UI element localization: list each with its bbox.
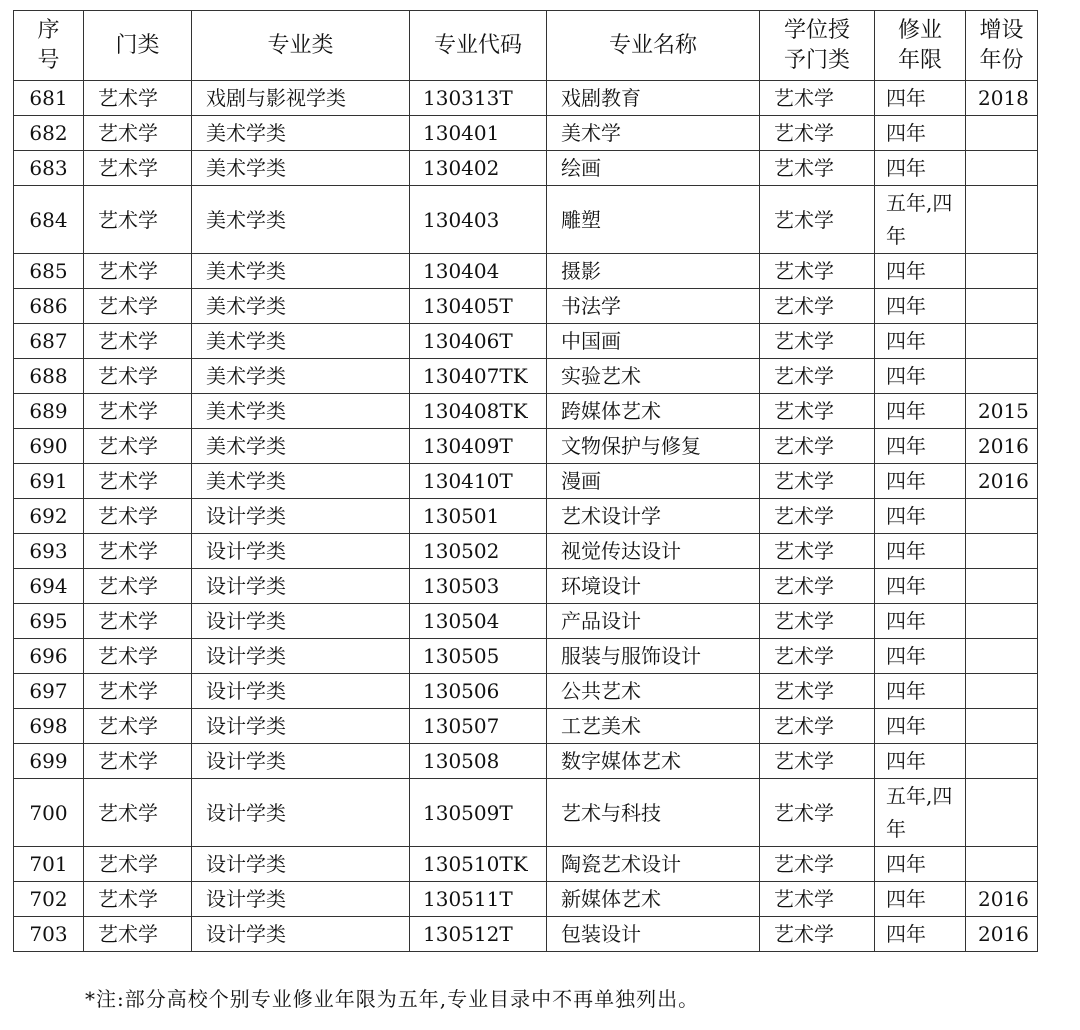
header-study-duration-line1: 修业 bbox=[897, 17, 942, 43]
cell-year-added: 2015 bbox=[966, 394, 1038, 429]
cell-year-added bbox=[966, 674, 1038, 709]
cell-study-duration: 四年 bbox=[875, 289, 966, 324]
cell-year-added: 2016 bbox=[966, 464, 1038, 499]
header-major-class: 专业类 bbox=[192, 11, 410, 81]
cell-major-code: 130313T bbox=[410, 81, 547, 116]
cell-year-added bbox=[966, 359, 1038, 394]
cell-study-duration: 四年 bbox=[875, 499, 966, 534]
cell-major-code: 130504 bbox=[410, 604, 547, 639]
cell-study-duration: 四年 bbox=[875, 464, 966, 499]
cell-major-name: 陶瓷艺术设计 bbox=[547, 847, 760, 882]
cell-major-class: 美术学类 bbox=[192, 151, 410, 186]
cell-degree-category: 艺术学 bbox=[760, 81, 875, 116]
cell-year-added bbox=[966, 779, 1038, 847]
footnote: *注:部分高校个别专业修业年限为五年,专业目录中不再单独列出。 bbox=[85, 987, 700, 1011]
table-row bbox=[14, 744, 1038, 779]
cell-major-code: 130506 bbox=[410, 674, 547, 709]
header-discipline: 门类 bbox=[84, 11, 192, 81]
table-row bbox=[14, 882, 1038, 917]
cell-degree-category: 艺术学 bbox=[760, 569, 875, 604]
cell-study-duration: 四年 bbox=[875, 604, 966, 639]
cell-year-added bbox=[966, 254, 1038, 289]
cell-major-name: 工艺美术 bbox=[547, 709, 760, 744]
cell-major-name: 摄影 bbox=[547, 254, 760, 289]
cell-degree-category: 艺术学 bbox=[760, 639, 875, 674]
cell-major-name: 中国画 bbox=[547, 324, 760, 359]
cell-degree-category: 艺术学 bbox=[760, 186, 875, 254]
cell-major-name: 服装与服饰设计 bbox=[547, 639, 760, 674]
table-row bbox=[14, 847, 1038, 882]
header-serial-number-line2: 号 bbox=[37, 47, 60, 73]
table-header-row bbox=[14, 11, 1038, 81]
cell-discipline: 艺术学 bbox=[84, 917, 192, 952]
cell-discipline: 艺术学 bbox=[84, 534, 192, 569]
cell-major-name: 包装设计 bbox=[547, 917, 760, 952]
cell-degree-category: 艺术学 bbox=[760, 709, 875, 744]
cell-study-duration: 四年 bbox=[875, 847, 966, 882]
header-major-name: 专业名称 bbox=[547, 11, 760, 81]
cell-major-class: 设计学类 bbox=[192, 709, 410, 744]
cell-major-class: 美术学类 bbox=[192, 254, 410, 289]
cell-major-class: 戏剧与影视学类 bbox=[192, 81, 410, 116]
cell-degree-category: 艺术学 bbox=[760, 534, 875, 569]
table-row bbox=[14, 499, 1038, 534]
cell-discipline: 艺术学 bbox=[84, 394, 192, 429]
cell-discipline: 艺术学 bbox=[84, 882, 192, 917]
cell-major-code: 130501 bbox=[410, 499, 547, 534]
cell-major-class: 设计学类 bbox=[192, 917, 410, 952]
cell-study-duration: 四年 bbox=[875, 254, 966, 289]
cell-degree-category: 艺术学 bbox=[760, 359, 875, 394]
cell-major-name: 新媒体艺术 bbox=[547, 882, 760, 917]
cell-major-code: 130409T bbox=[410, 429, 547, 464]
major-catalog-table bbox=[13, 10, 1038, 952]
table-row bbox=[14, 639, 1038, 674]
header-degree-category-line1: 学位授 bbox=[783, 17, 850, 43]
cell-serial-number: 690 bbox=[14, 429, 84, 464]
cell-major-name: 实验艺术 bbox=[547, 359, 760, 394]
table-row bbox=[14, 116, 1038, 151]
table-row bbox=[14, 534, 1038, 569]
cell-discipline: 艺术学 bbox=[84, 429, 192, 464]
cell-serial-number: 693 bbox=[14, 534, 84, 569]
cell-major-code: 130407TK bbox=[410, 359, 547, 394]
cell-major-name: 艺术与科技 bbox=[547, 779, 760, 847]
cell-serial-number: 688 bbox=[14, 359, 84, 394]
cell-major-name: 产品设计 bbox=[547, 604, 760, 639]
cell-major-name: 雕塑 bbox=[547, 186, 760, 254]
cell-discipline: 艺术学 bbox=[84, 569, 192, 604]
cell-serial-number: 700 bbox=[14, 779, 84, 847]
cell-serial-number: 702 bbox=[14, 882, 84, 917]
cell-discipline: 艺术学 bbox=[84, 186, 192, 254]
cell-year-added bbox=[966, 604, 1038, 639]
cell-major-class: 设计学类 bbox=[192, 534, 410, 569]
cell-serial-number: 686 bbox=[14, 289, 84, 324]
cell-major-class: 美术学类 bbox=[192, 116, 410, 151]
header-year-added bbox=[966, 11, 1038, 81]
cell-major-class: 设计学类 bbox=[192, 604, 410, 639]
cell-major-name: 美术学 bbox=[547, 116, 760, 151]
cell-year-added bbox=[966, 499, 1038, 534]
cell-study-duration: 五年,四年 bbox=[875, 186, 966, 254]
cell-major-name: 视觉传达设计 bbox=[547, 534, 760, 569]
cell-discipline: 艺术学 bbox=[84, 639, 192, 674]
header-major-code: 专业代码 bbox=[410, 11, 547, 81]
table-row bbox=[14, 709, 1038, 744]
header-serial-number-line1: 序 bbox=[37, 17, 60, 43]
cell-major-name: 环境设计 bbox=[547, 569, 760, 604]
cell-degree-category: 艺术学 bbox=[760, 847, 875, 882]
cell-study-duration: 四年 bbox=[875, 394, 966, 429]
cell-year-added bbox=[966, 534, 1038, 569]
cell-major-code: 130503 bbox=[410, 569, 547, 604]
cell-year-added bbox=[966, 709, 1038, 744]
cell-degree-category: 艺术学 bbox=[760, 779, 875, 847]
cell-major-class: 美术学类 bbox=[192, 359, 410, 394]
cell-degree-category: 艺术学 bbox=[760, 289, 875, 324]
header-degree-category-line2: 予门类 bbox=[783, 47, 850, 73]
table-row bbox=[14, 674, 1038, 709]
cell-discipline: 艺术学 bbox=[84, 116, 192, 151]
header-year-added-line1: 增设 bbox=[979, 17, 1024, 43]
cell-major-code: 130502 bbox=[410, 534, 547, 569]
cell-major-class: 设计学类 bbox=[192, 639, 410, 674]
cell-major-class: 美术学类 bbox=[192, 324, 410, 359]
cell-year-added bbox=[966, 847, 1038, 882]
cell-study-duration: 四年 bbox=[875, 917, 966, 952]
cell-major-code: 130512T bbox=[410, 917, 547, 952]
cell-serial-number: 692 bbox=[14, 499, 84, 534]
cell-degree-category: 艺术学 bbox=[760, 744, 875, 779]
cell-serial-number: 703 bbox=[14, 917, 84, 952]
cell-discipline: 艺术学 bbox=[84, 674, 192, 709]
cell-year-added bbox=[966, 116, 1038, 151]
table-row bbox=[14, 289, 1038, 324]
cell-year-added: 2016 bbox=[966, 429, 1038, 464]
cell-discipline: 艺术学 bbox=[84, 289, 192, 324]
table-row bbox=[14, 254, 1038, 289]
cell-major-class: 设计学类 bbox=[192, 779, 410, 847]
cell-study-duration: 四年 bbox=[875, 639, 966, 674]
cell-serial-number: 696 bbox=[14, 639, 84, 674]
cell-year-added: 2018 bbox=[966, 81, 1038, 116]
cell-serial-number: 687 bbox=[14, 324, 84, 359]
cell-year-added bbox=[966, 151, 1038, 186]
cell-major-name: 艺术设计学 bbox=[547, 499, 760, 534]
header-study-duration-line2: 年限 bbox=[897, 47, 942, 73]
cell-study-duration: 四年 bbox=[875, 744, 966, 779]
cell-discipline: 艺术学 bbox=[84, 847, 192, 882]
header-serial-number bbox=[14, 11, 84, 81]
cell-degree-category: 艺术学 bbox=[760, 604, 875, 639]
cell-major-code: 130509T bbox=[410, 779, 547, 847]
cell-major-code: 130403 bbox=[410, 186, 547, 254]
cell-discipline: 艺术学 bbox=[84, 744, 192, 779]
cell-major-code: 130511T bbox=[410, 882, 547, 917]
header-degree-category bbox=[760, 11, 875, 81]
cell-study-duration: 四年 bbox=[875, 709, 966, 744]
cell-discipline: 艺术学 bbox=[84, 499, 192, 534]
cell-major-code: 130508 bbox=[410, 744, 547, 779]
cell-year-added bbox=[966, 324, 1038, 359]
cell-serial-number: 681 bbox=[14, 81, 84, 116]
cell-degree-category: 艺术学 bbox=[760, 394, 875, 429]
cell-major-class: 美术学类 bbox=[192, 429, 410, 464]
cell-major-class: 设计学类 bbox=[192, 674, 410, 709]
table-row bbox=[14, 917, 1038, 952]
cell-discipline: 艺术学 bbox=[84, 779, 192, 847]
table-row bbox=[14, 569, 1038, 604]
cell-study-duration: 五年,四年 bbox=[875, 779, 966, 847]
cell-serial-number: 699 bbox=[14, 744, 84, 779]
cell-major-code: 130505 bbox=[410, 639, 547, 674]
cell-serial-number: 685 bbox=[14, 254, 84, 289]
cell-study-duration: 四年 bbox=[875, 674, 966, 709]
cell-study-duration: 四年 bbox=[875, 116, 966, 151]
cell-degree-category: 艺术学 bbox=[760, 116, 875, 151]
cell-serial-number: 694 bbox=[14, 569, 84, 604]
cell-major-name: 跨媒体艺术 bbox=[547, 394, 760, 429]
table-row bbox=[14, 464, 1038, 499]
header-year-added-line2: 年份 bbox=[979, 47, 1024, 73]
cell-year-added bbox=[966, 186, 1038, 254]
header-study-duration bbox=[875, 11, 966, 81]
cell-serial-number: 684 bbox=[14, 186, 84, 254]
cell-serial-number: 697 bbox=[14, 674, 84, 709]
cell-major-code: 130404 bbox=[410, 254, 547, 289]
cell-study-duration: 四年 bbox=[875, 151, 966, 186]
cell-year-added bbox=[966, 569, 1038, 604]
cell-discipline: 艺术学 bbox=[84, 709, 192, 744]
cell-year-added: 2016 bbox=[966, 917, 1038, 952]
cell-serial-number: 698 bbox=[14, 709, 84, 744]
table-row bbox=[14, 324, 1038, 359]
cell-major-class: 设计学类 bbox=[192, 744, 410, 779]
cell-discipline: 艺术学 bbox=[84, 151, 192, 186]
table-row bbox=[14, 186, 1038, 254]
table-row bbox=[14, 394, 1038, 429]
cell-major-code: 130401 bbox=[410, 116, 547, 151]
cell-major-code: 130408TK bbox=[410, 394, 547, 429]
cell-major-class: 设计学类 bbox=[192, 499, 410, 534]
cell-year-added bbox=[966, 744, 1038, 779]
cell-discipline: 艺术学 bbox=[84, 324, 192, 359]
cell-discipline: 艺术学 bbox=[84, 359, 192, 394]
table-row bbox=[14, 359, 1038, 394]
cell-study-duration: 四年 bbox=[875, 534, 966, 569]
cell-major-class: 设计学类 bbox=[192, 882, 410, 917]
table-row bbox=[14, 604, 1038, 639]
cell-serial-number: 691 bbox=[14, 464, 84, 499]
cell-major-name: 数字媒体艺术 bbox=[547, 744, 760, 779]
cell-major-class: 设计学类 bbox=[192, 847, 410, 882]
cell-discipline: 艺术学 bbox=[84, 254, 192, 289]
cell-major-code: 130406T bbox=[410, 324, 547, 359]
cell-major-code: 130410T bbox=[410, 464, 547, 499]
table-row bbox=[14, 81, 1038, 116]
table-row bbox=[14, 779, 1038, 847]
cell-major-code: 130405T bbox=[410, 289, 547, 324]
cell-year-added: 2016 bbox=[966, 882, 1038, 917]
cell-major-code: 130402 bbox=[410, 151, 547, 186]
cell-study-duration: 四年 bbox=[875, 882, 966, 917]
cell-discipline: 艺术学 bbox=[84, 604, 192, 639]
cell-major-class: 美术学类 bbox=[192, 464, 410, 499]
cell-major-name: 漫画 bbox=[547, 464, 760, 499]
cell-degree-category: 艺术学 bbox=[760, 464, 875, 499]
cell-serial-number: 689 bbox=[14, 394, 84, 429]
table-row bbox=[14, 151, 1038, 186]
cell-serial-number: 695 bbox=[14, 604, 84, 639]
cell-degree-category: 艺术学 bbox=[760, 499, 875, 534]
cell-major-class: 设计学类 bbox=[192, 569, 410, 604]
cell-degree-category: 艺术学 bbox=[760, 882, 875, 917]
table-row bbox=[14, 429, 1038, 464]
cell-year-added bbox=[966, 639, 1038, 674]
cell-degree-category: 艺术学 bbox=[760, 254, 875, 289]
cell-major-name: 戏剧教育 bbox=[547, 81, 760, 116]
cell-degree-category: 艺术学 bbox=[760, 917, 875, 952]
cell-serial-number: 682 bbox=[14, 116, 84, 151]
cell-major-name: 绘画 bbox=[547, 151, 760, 186]
cell-discipline: 艺术学 bbox=[84, 464, 192, 499]
cell-major-name: 书法学 bbox=[547, 289, 760, 324]
cell-study-duration: 四年 bbox=[875, 429, 966, 464]
cell-major-class: 美术学类 bbox=[192, 186, 410, 254]
cell-study-duration: 四年 bbox=[875, 569, 966, 604]
cell-discipline: 艺术学 bbox=[84, 81, 192, 116]
cell-study-duration: 四年 bbox=[875, 359, 966, 394]
cell-major-name: 文物保护与修复 bbox=[547, 429, 760, 464]
cell-major-class: 美术学类 bbox=[192, 289, 410, 324]
cell-degree-category: 艺术学 bbox=[760, 429, 875, 464]
cell-year-added bbox=[966, 289, 1038, 324]
cell-study-duration: 四年 bbox=[875, 81, 966, 116]
table-body bbox=[14, 81, 1038, 952]
cell-serial-number: 683 bbox=[14, 151, 84, 186]
cell-degree-category: 艺术学 bbox=[760, 151, 875, 186]
cell-major-class: 美术学类 bbox=[192, 394, 410, 429]
cell-degree-category: 艺术学 bbox=[760, 674, 875, 709]
cell-study-duration: 四年 bbox=[875, 324, 966, 359]
cell-serial-number: 701 bbox=[14, 847, 84, 882]
cell-major-code: 130510TK bbox=[410, 847, 547, 882]
cell-major-code: 130507 bbox=[410, 709, 547, 744]
cell-major-name: 公共艺术 bbox=[547, 674, 760, 709]
cell-degree-category: 艺术学 bbox=[760, 324, 875, 359]
